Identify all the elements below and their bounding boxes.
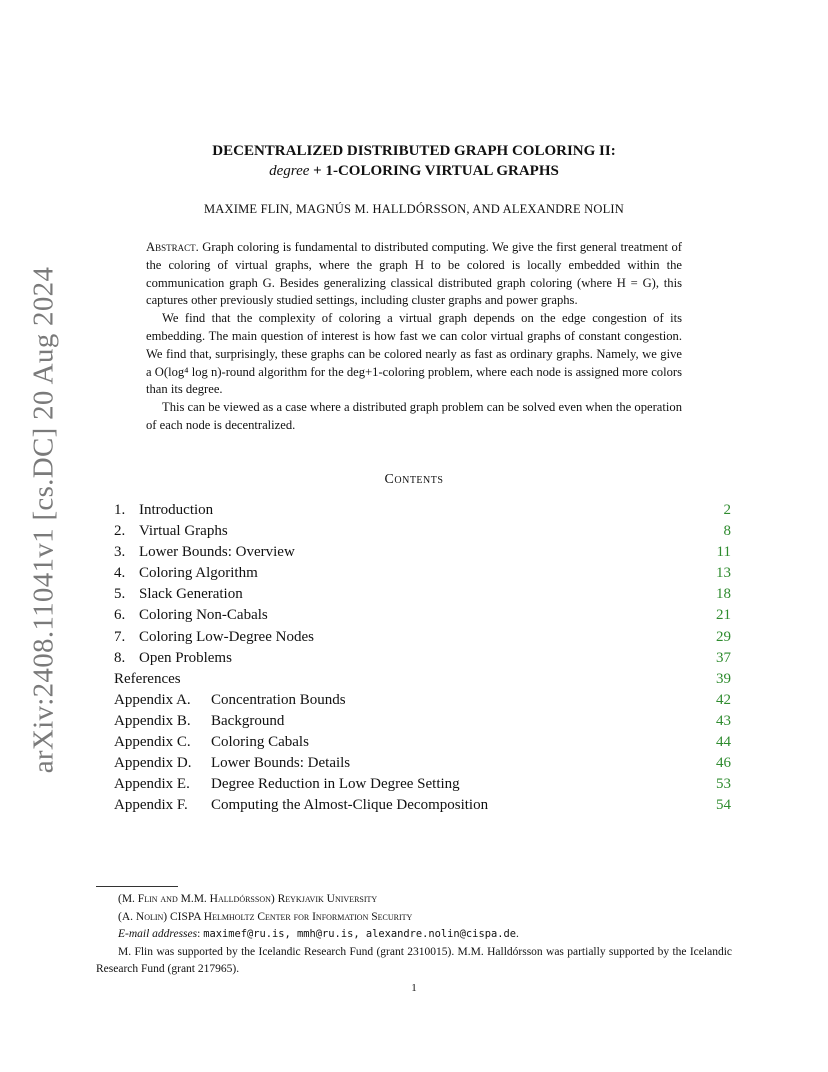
toc-page-link[interactable]: 11 [716,544,731,561]
toc-page-link[interactable]: 29 [716,628,731,645]
toc-label: Lower Bounds: Overview [139,544,295,561]
toc-entry-slack-generation[interactable] [114,584,731,605]
title-line-2 [0,161,828,181]
toc-number: 6. [114,607,126,624]
toc-number: 4. [114,565,126,582]
toc-entry-references[interactable] [114,669,731,690]
toc-entry-appendix-d[interactable] [114,753,731,774]
toc-page-link[interactable]: 44 [716,734,731,751]
page-number: 1 [411,982,417,994]
toc-label: Introduction [139,502,214,518]
toc-label: Coloring Cabals [211,734,309,751]
toc-entry-lower-bounds-overview[interactable] [114,542,731,563]
toc-page-link[interactable]: 42 [716,691,731,708]
toc-entry-coloring-low-degree-nodes[interactable] [114,627,731,648]
toc-entry-open-problems[interactable] [114,648,731,669]
footnotes [96,886,732,979]
title-line-2-rest: + 1-COLORING VIRTUAL GRAPHS [309,163,559,179]
toc-number: 3. [114,544,126,561]
email-label: E-mail addresses [118,928,198,941]
abstract-paragraph-3: This can be viewed as a case where a distributed graph problem can be solved even when the operation of each node is decentralized. [146,400,682,432]
affiliation-reykjavik: (M. Flin and M.M. Halldórsson) Reykjavik University [118,893,378,905]
toc-entry-appendix-a[interactable] [114,690,731,711]
toc-page-link[interactable]: 13 [716,565,731,582]
toc-label: Concentration Bounds [211,691,346,708]
toc-label: Lower Bounds: Details [211,755,351,772]
toc-page-link[interactable]: 39 [716,670,731,687]
toc-page-link[interactable]: 54 [716,797,731,814]
arxiv-stamp: arXiv:2408.11041v1 [cs.DC] 20 Aug 2024 [27,266,60,774]
toc-entry-appendix-f[interactable] [114,795,731,816]
toc-page-link[interactable]: 21 [716,607,731,624]
toc-label: Coloring Algorithm [139,565,258,582]
table-of-contents [114,500,731,816]
toc-appendix-number: Appendix D. [114,755,192,772]
email-addresses: E-mail addresses: maximef@ru.is, mmh@ru.is, alexandre.nolin@cispa.de. [118,928,519,941]
toc-appendix-number: Appendix B. [114,712,191,729]
toc-appendix-number: Appendix A. [114,691,191,708]
toc-entry-appendix-c[interactable] [114,732,731,753]
abstract-paragraph-1 [146,239,682,310]
toc-page-link[interactable]: 46 [716,755,731,772]
footnote-rule [96,886,178,887]
toc-page-link[interactable]: 53 [716,776,731,793]
toc-entry-appendix-b[interactable] [114,711,731,732]
toc-appendix-number: Appendix F. [114,797,188,814]
toc-entry-introduction[interactable] [114,500,731,521]
toc-label: Slack Generation [139,586,243,603]
toc-appendix-number: Appendix C. [114,734,191,751]
email-list[interactable]: maximef@ru.is, mmh@ru.is, alexandre.nolin@cispa.de [203,928,516,941]
toc-entry-virtual-graphs[interactable] [114,521,731,542]
toc-label: References [114,670,181,687]
title-line-1: DECENTRALIZED DISTRIBUTED GRAPH COLORING II: [212,143,616,159]
toc-number: 8. [114,649,126,666]
toc-appendix-number: Appendix E. [114,776,190,793]
toc-label: Coloring Low-Degree Nodes [139,628,314,645]
title-italic-word: degree [269,163,310,179]
toc-page-link[interactable]: 37 [716,649,731,666]
toc-entry-coloring-algorithm[interactable] [114,563,731,584]
toc-label: Coloring Non-Cabals [139,607,268,624]
toc-number: 7. [114,628,126,645]
toc-number: 2. [114,523,126,540]
toc-page-link[interactable]: 2 [723,502,731,518]
toc-label: Background [211,712,285,729]
contents-heading: Contents [384,472,444,487]
toc-page-link[interactable]: 18 [716,586,731,603]
toc-page-link[interactable]: 8 [723,523,731,540]
abstract-p1-text: Graph coloring is fundamental to distributed computing. We give the first general treatment of the coloring of virtual graphs, where the graph H to be colored is locally embedded within the communication graph G. Besides generalizing classical distributed graph coloring (where H = G), this captures other previously studied settings, including cluster graphs and power graphs. [146,240,682,308]
abstract [146,239,682,435]
toc-label: Computing the Almost-Clique Decomposition [211,797,489,814]
author-list: MAXIME FLIN, MAGNÚS M. HALLDÓRSSON, AND ALEXANDRE NOLIN [203,202,625,216]
toc-entry-appendix-e[interactable] [114,774,731,795]
toc-label: Degree Reduction in Low Degree Setting [211,776,460,793]
paper-title [0,141,828,181]
toc-number: 5. [114,586,126,603]
toc-label: Open Problems [139,649,232,666]
toc-number: 1. [114,502,126,518]
toc-page-link[interactable]: 43 [716,712,731,729]
toc-label: Virtual Graphs [139,523,228,540]
affiliation-cispa: (A. Nolin) CISPA Helmholtz Center for Information Security [118,910,413,923]
arxiv-sidebar [24,266,64,774]
funding-note: M. Flin was supported by the Icelandic Research Fund (grant 2310015). M.M. Halldórsson was partially supported by the Icelandic Research Fund (grant 217965). [96,945,732,976]
toc-entry-coloring-non-cabals[interactable] [114,605,731,626]
abstract-paragraph-2: We find that the complexity of coloring a virtual graph depends on the edge congestion of its embedding. The main question of interest is how fast we can color virtual graphs of constant congestion. We find that, surprisingly, these graphs can be colored nearly as fast as ordinary graphs. Namely, we give a O(log⁴ log n)-round algorithm for the deg+1-coloring problem, where each node is assigned more colors than its degree. [146,311,682,397]
abstract-label: Abstract. [146,240,199,254]
